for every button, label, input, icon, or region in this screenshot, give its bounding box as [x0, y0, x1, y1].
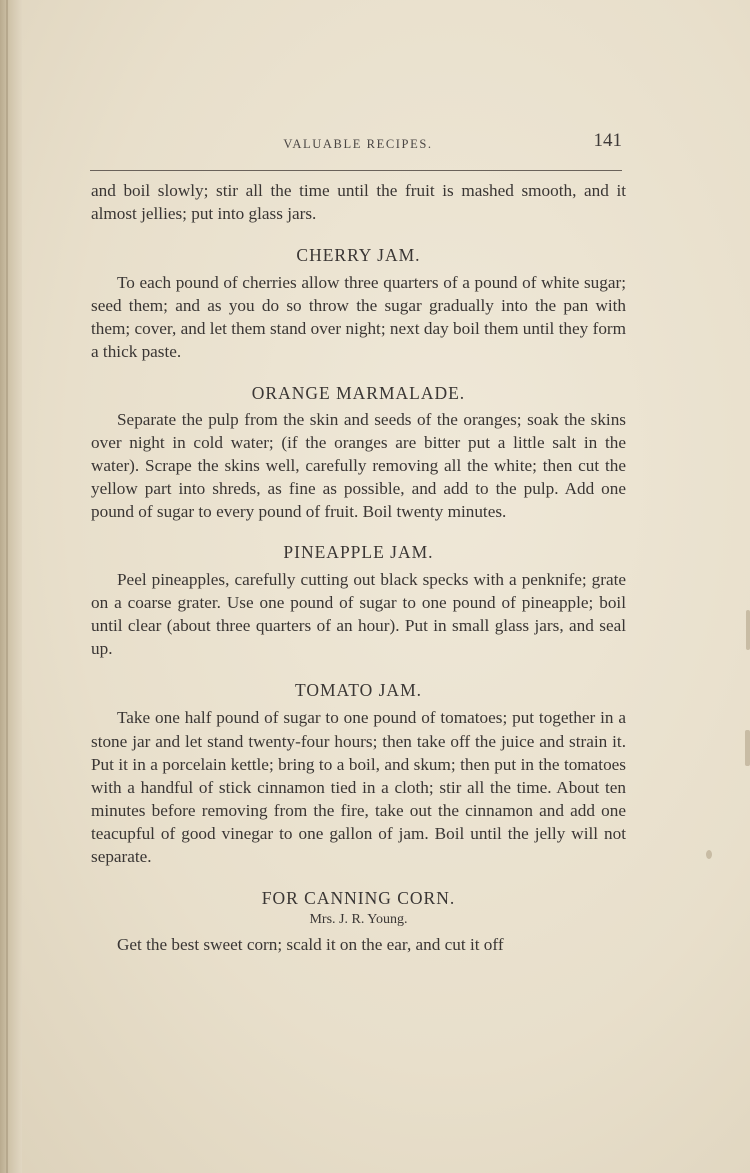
header-rule: [90, 170, 622, 171]
recipe-title-cherry-jam: CHERRY JAM.: [296, 245, 421, 266]
recipe-body-canning-corn: Get the best sweet corn; scald it on the ear, and cut it off: [117, 935, 504, 955]
recipe-title-orange-marmalade: ORANGE MARMALADE.: [251, 382, 466, 403]
page-text: [91, 179, 626, 956]
continued-paragraph: and boil slowly; stir all the time until the fruit is mashed smooth, and it almost jellies; put into glass jars.: [91, 181, 626, 224]
running-title: VALUABLE RECIPES.: [283, 137, 433, 151]
running-header: [90, 128, 626, 156]
recipe-title-canning-corn: FOR CANNING CORN.: [261, 888, 456, 909]
recipe-body-orange-marmalade: Separate the pulp from the skin and seeds of the oranges; soak the skins over night in cold water; (if the oranges are bitter put a little salt in the water). Scrape the skins well, carefully removing all the white; then cut the yellow part into shreds, as fine as possible, and add to the pulp. Add one pound of sugar to every pound of fruit. Boil twenty minutes.: [91, 409, 626, 521]
recipe-title-pineapple-jam: PINEAPPLE JAM.: [283, 542, 434, 563]
recipe-body-tomato-jam: Take one half pound of sugar to one pound of tomatoes; put together in a stone jar and let stand twenty-four hours; then take off the juice and strain it. Put it in a porcelain kettle; bring to a boil, and skum; then put in the tomatoes with a handful of stick cinnamon tied in a cloth; stir all the time. About ten minutes before removing from the fire, take out the cinnamon and add one teacupful of good vinegar to one gallon of jam. Boil until the jelly will not separate.: [91, 708, 626, 866]
paper-stain: [745, 730, 750, 766]
paper-stain: [746, 610, 750, 650]
recipe-title-tomato-jam: TOMATO JAM.: [294, 680, 423, 701]
recipe-author: Mrs. J. R. Young.: [309, 912, 408, 928]
paper-stain: [706, 850, 712, 859]
recipe-body-pineapple-jam: Peel pineapples, carefully cutting out black specks with a penknife; grate on a coarse grater. Use one pound of sugar to one pound of pineapple; boil until clear (about three quarters of an hour). Put in small glass jars, and seal up.: [91, 570, 626, 659]
gutter-line: [6, 0, 8, 1173]
page-gutter-shadow: [0, 0, 22, 1173]
page-number: 141: [593, 130, 622, 151]
recipe-body-cherry-jam: To each pound of cherries allow three quarters of a pound of white sugar; seed them; and as you do so throw the sugar gradually into the pan with them; cover, and let them stand over night; next day boil them until they form a thick paste.: [91, 273, 626, 362]
